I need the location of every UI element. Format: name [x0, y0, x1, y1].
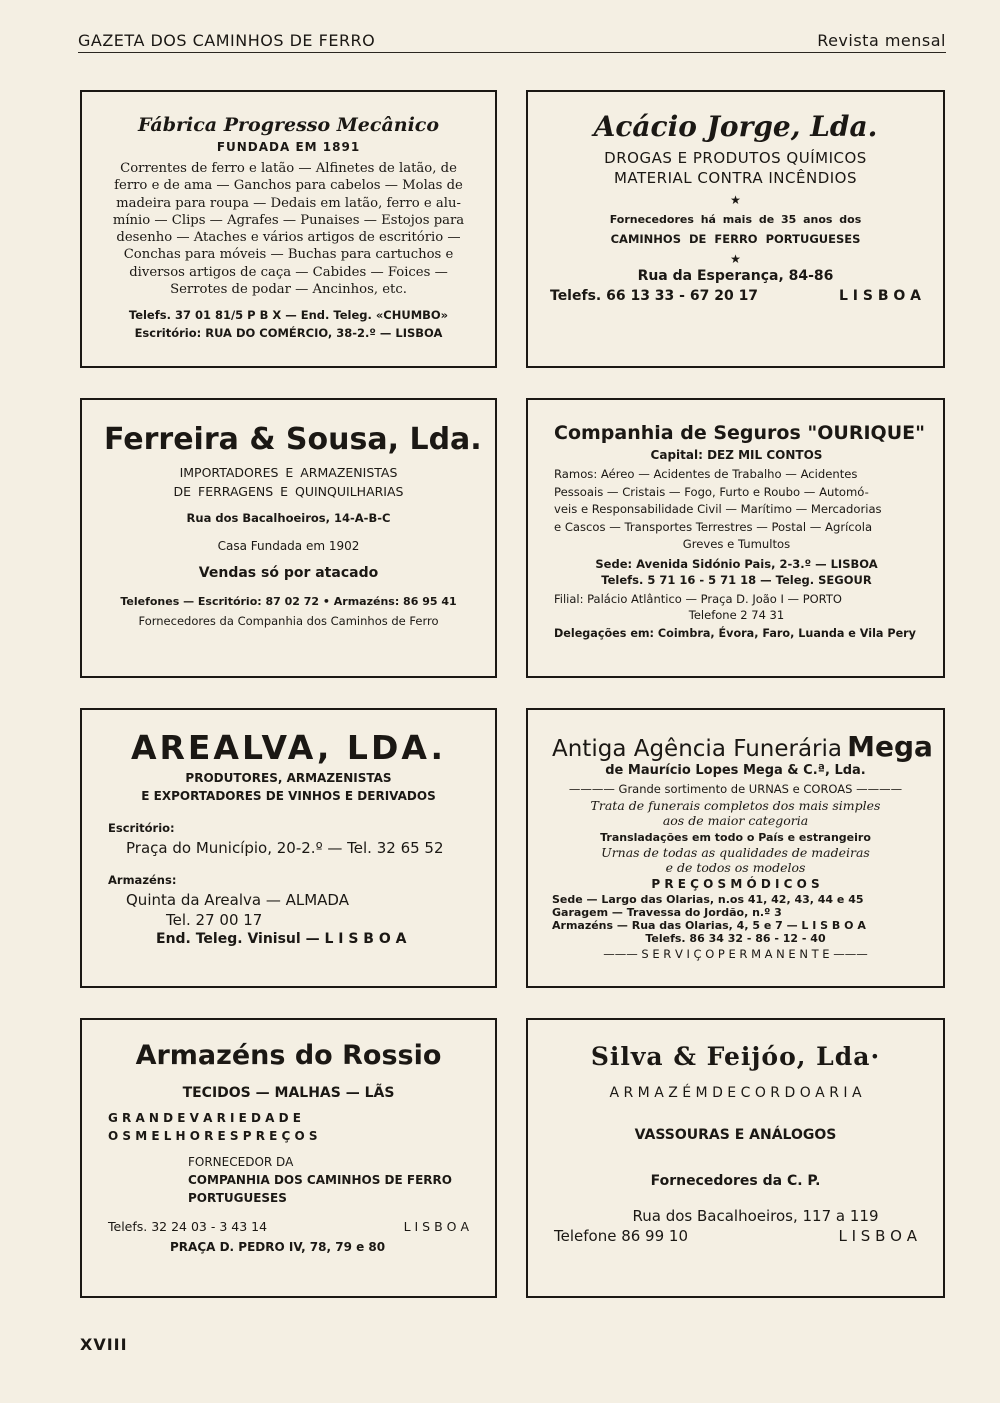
ad1-line: ferro e de ama — Ganchos para cabelos — Molas de	[114, 178, 463, 194]
ad6-owner: de Maurício Lopes Mega & C.ª, Lda.	[605, 763, 866, 778]
ad1-founded: FUNDADA EM 1891	[216, 140, 361, 154]
ad4-capital: Capital: DEZ MIL CONTOS	[650, 448, 823, 462]
ad4-seat: Sede: Avenida Sidónio Pais, 2-3.º — LISBOA	[595, 556, 878, 571]
ad6-prices: P R E Ç O S M Ó D I C O S	[651, 877, 820, 891]
ad5-office: Praça do Município, 20-2.º — Tel. 32 65 52	[126, 839, 444, 857]
ad4-line: veis e Responsabilidade Civil — Marítimo — Mercadorias	[554, 502, 882, 516]
ad1-office: Escritório: RUA DO COMÉRCIO, 38-2.º — LISBOA	[134, 326, 443, 341]
ad-fabrica-progresso	[80, 90, 497, 368]
ad5-telegraph: End. Teleg. Vinisul — L I S B O A	[156, 931, 407, 947]
journal-section: Revista mensal	[817, 31, 946, 50]
ad7-supplier1: FORNECEDOR DA	[188, 1155, 294, 1169]
ad6-service	[552, 947, 919, 961]
ad1-line: Serrotes de podar — Ancinhos, etc.	[170, 282, 407, 298]
ad6-name-mark: Mega	[847, 730, 933, 763]
ad2-line1: DROGAS E PRODUTOS QUÍMICOS	[604, 149, 867, 167]
ad2-supplier1: Fornecedores há mais de 35 anos dos	[609, 213, 862, 226]
ad7-supplier3: PORTUGUESES	[188, 1191, 287, 1205]
ad4-delegations: Delegações em: Coimbra, Évora, Faro, Luanda e Vila Pery	[554, 626, 916, 640]
ad3-phones: Telefones — Escritório: 87 02 72 • Armazéns: 86 95 41	[120, 595, 457, 608]
ad5-line2: E EXPORTADORES DE VINHOS E DERIVADOS	[141, 789, 436, 803]
ad7-line1: TECIDOS — MALHAS — LÃS	[182, 1085, 395, 1101]
ad4-name: Companhia de Seguros "OURIQUE"	[554, 422, 926, 444]
ad6-name-prefix: Antiga Agência Funerária	[552, 736, 842, 762]
ad2-line2: MATERIAL CONTRA INCÊNDIOS	[613, 169, 858, 187]
ad5-name: AREALVA, LDA.	[130, 728, 447, 767]
ad1-line: Conchas para móveis — Buchas para cartuchos e	[123, 247, 454, 263]
ad2-city: L I S B O A	[839, 288, 921, 304]
ad1-line: Correntes de ferro e latão — Alfinetes de latão, de	[120, 161, 457, 176]
journal-title: GAZETA DOS CAMINHOS DE FERRO	[78, 31, 376, 50]
ad7-contact-row	[108, 1219, 469, 1234]
ad6-garage: Garagem — Travessa do Jordão, n.º 3	[552, 906, 782, 919]
ad3-line1: IMPORTADORES E ARMAZENISTAS	[179, 465, 398, 480]
ad6-italic1: Trata de funerais completos dos mais simples	[590, 798, 881, 813]
ad7-line3: O S M E L H O R E S P R E Ç O S	[108, 1129, 318, 1143]
ad6-rule-left: ————	[568, 782, 619, 796]
ad1-phones: Telefs. 37 01 81/5 P B X — End. Teleg. «CHUMBO»	[128, 308, 449, 323]
ad6-transfers: Transladações em todo o País e estrangeiro	[600, 831, 871, 844]
ad6-rule-right2: ———	[829, 947, 868, 961]
ad2-name: Acácio Jorge, Lda.	[593, 110, 878, 143]
ad6-assortment	[552, 782, 919, 796]
ad8-phone: Telefone 86 99 10	[554, 1227, 688, 1245]
ad8-city: L I S B O A	[838, 1227, 917, 1245]
ad-companhia-ourique	[526, 398, 945, 678]
ad-ferreira-sousa	[80, 398, 497, 678]
ad7-city: L I S B O A	[403, 1219, 469, 1234]
ad8-name: Silva & Feijóo, Lda·	[590, 1042, 881, 1071]
ad3-wholesale: Vendas só por atacado	[198, 565, 379, 581]
ad-armazens-rossio	[80, 1018, 497, 1298]
ad8-contact-row	[554, 1227, 917, 1245]
ad3-founded: Casa Fundada em 1902	[217, 539, 360, 553]
ad7-supplier2: COMPANHIA DOS CAMINHOS DE FERRO	[188, 1173, 452, 1187]
ad7-name: Armazéns do Rossio	[135, 1040, 442, 1071]
ad2-star: ★	[730, 193, 741, 207]
ad8-line2: VASSOURAS E ANÁLOGOS	[634, 1127, 837, 1143]
ad8-line1: A R M A Z É M D E C O R D O A R I A	[609, 1085, 862, 1101]
ad5-line1: PRODUTORES, ARMAZENISTAS	[185, 771, 392, 785]
ad6-italic2: aos de maior categoria	[662, 813, 809, 828]
ad1-line: diversos artigos de caça — Cabides — Foices —	[129, 264, 448, 280]
ad3-line2: DE FERRAGENS E QUINQUILHARIAS	[173, 484, 404, 499]
ad1-line: madeira para roupa — Dedais em latão, ferro e alu-	[116, 195, 461, 211]
ad6-phones: Telefs. 86 34 32 - 86 - 12 - 40	[645, 932, 826, 945]
ad6-rule-right: ————	[852, 782, 903, 796]
ad5-warehouse-tel: Tel. 27 00 17	[166, 911, 263, 929]
ad5-office-label: Escritório:	[108, 821, 175, 835]
ad3-name: Ferreira & Sousa, Lda.	[104, 422, 482, 457]
ad5-warehouse-label: Armazéns:	[108, 873, 177, 887]
ad2-address: Rua da Esperança, 84-86	[637, 268, 834, 284]
running-header	[78, 30, 946, 53]
ad6-rule-left2: ———	[603, 947, 642, 961]
ad6-seat: Sede — Largo das Olarias, n.os 41, 42, 43, 44 e 45	[552, 893, 864, 906]
ad6-italic3: Urnas de todas as qualidades de madeiras	[601, 845, 870, 860]
ad1-line: desenho — Ataches e vários artigos de escritório —	[116, 230, 461, 246]
ad4-line: e Cascos — Transportes Terrestres — Postal — Agrícola	[554, 519, 873, 534]
ad2-supplier2: CAMINHOS DE FERRO PORTUGUESES	[610, 232, 861, 246]
ad6-name	[552, 730, 933, 763]
ad3-address: Rua dos Bacalhoeiros, 14-A-B-C	[186, 511, 391, 525]
ad4-branches	[554, 466, 919, 554]
ad6-warehouse: Armazéns — Rua das Olarias, 4, 5 e 7 — L I S B O A	[552, 919, 866, 932]
ad7-line2: G R A N D E V A R I E D A D E	[108, 1111, 301, 1125]
ad6-service-text: S E R V I Ç O P E R M A N E N T E	[641, 947, 830, 961]
ad3-supplier: Fornecedores da Companhia dos Caminhos de Ferro	[138, 614, 439, 628]
ad4-branch: Filial: Palácio Atlântico — Praça D. João I — PORTO	[554, 591, 842, 606]
ad-acacio-jorge	[526, 90, 945, 368]
ad8-address: Rua dos Bacalhoeiros, 117 a 119	[632, 1207, 879, 1225]
ad5-warehouse: Quinta da Arealva — ALMADA	[126, 891, 349, 909]
ad4-line: Pessoais — Cristais — Fogo, Furto e Roubo — Automó-	[554, 484, 869, 499]
ad-silva-feijoo	[526, 1018, 945, 1298]
ad2-phones: Telefs. 66 13 33 - 67 20 17	[550, 288, 759, 304]
ad1-products	[106, 160, 471, 298]
ad4-line: Ramos: Aéreo — Acidentes de Trabalho — Acidentes	[554, 467, 858, 481]
ad6-italic4: e de todos os modelos	[665, 860, 806, 875]
ad8-supplier: Fornecedores da C. P.	[650, 1173, 821, 1189]
ad6-assortment-text: Grande sortimento de URNAS e COROAS	[618, 782, 853, 796]
ad-arealva	[80, 708, 497, 988]
ad7-phones: Telefs. 32 24 03 - 3 43 14	[108, 1219, 268, 1234]
ad4-line-last: Greves e Tumultos	[682, 537, 791, 551]
ad1-line: mínio — Clips — Agrafes — Punaises — Estojos para	[112, 212, 465, 228]
ad4-seat-phones: Telefs. 5 71 16 - 5 71 18 — Teleg. SEGOUR	[601, 572, 872, 587]
ad2-contact-row	[550, 288, 921, 304]
ad4-branch-phone: Telefone 2 74 31	[688, 607, 785, 622]
ad1-name: Fábrica Progresso Mecânico	[137, 114, 440, 136]
ad7-address: PRAÇA D. PEDRO IV, 78, 79 e 80	[170, 1240, 386, 1254]
ad2-star2: ★	[730, 252, 741, 266]
page-number: XVIII	[80, 1335, 128, 1354]
ad-funeraria-mega	[526, 708, 945, 988]
